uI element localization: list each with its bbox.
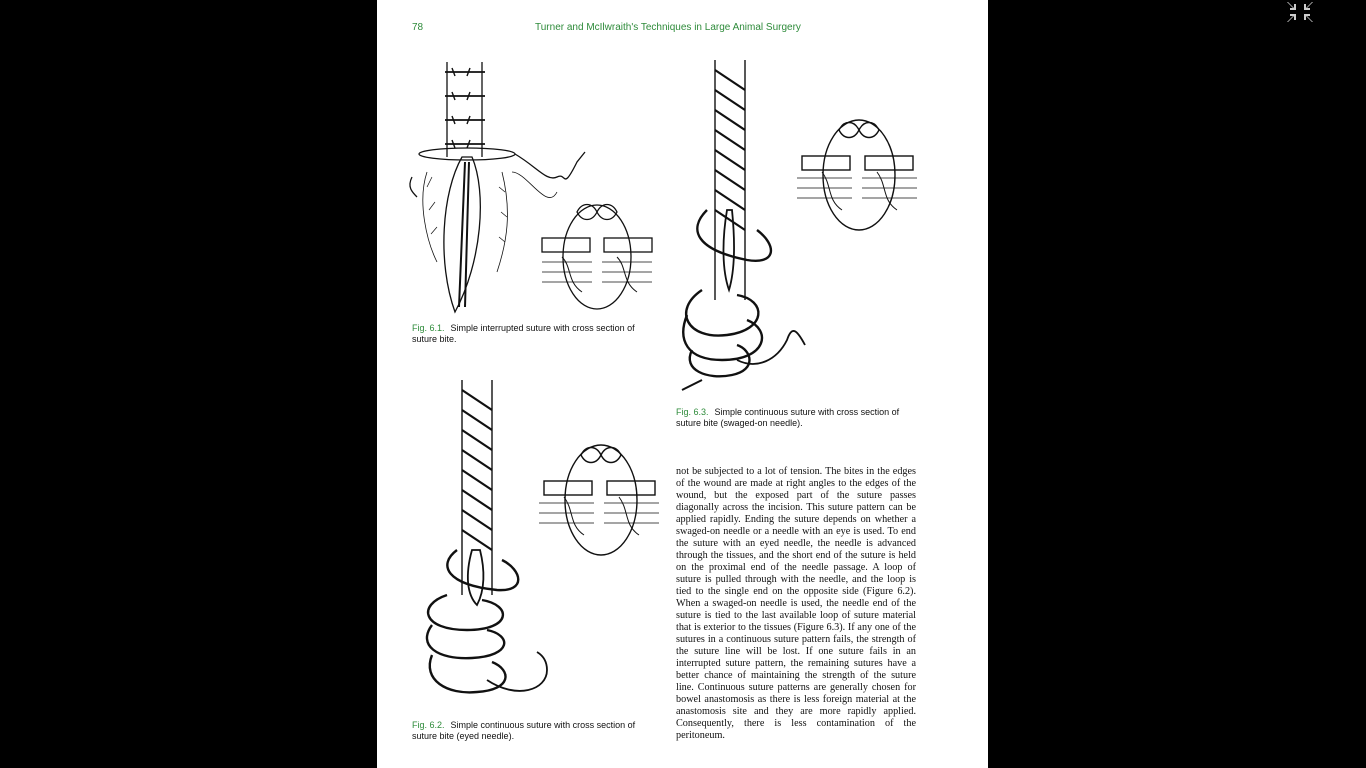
figure-6-1-illustration (407, 62, 657, 317)
exit-fullscreen-icon (1286, 0, 1314, 24)
figure-caption-text: Simple interrupted suture with cross section of suture bite. (412, 323, 635, 344)
figure-label: Fig. 6.2. (412, 720, 445, 730)
figure-label: Fig. 6.1. (412, 323, 445, 333)
page-number: 78 (412, 22, 424, 33)
figure-6-2-illustration (417, 380, 667, 715)
document-page (377, 0, 988, 768)
figure-6-3-caption (676, 407, 916, 429)
running-title: Turner and McIlwraith's Techniques in Large Animal Surgery (535, 22, 801, 33)
figure-6-1-caption (412, 323, 652, 345)
body-paragraph: not be subjected to a lot of tension. The bites in the edges of the wound are made at right angles to the edges of the wound, but the exposed part of the suture passes diagonally across the incision. This suture pattern can be applied rapidly. Ending the suture depends on whether a swaged-on needle or a needle with an eye is used. To end the suture with an eyed needle, the needle is advanced through the tissues, and the short end of the suture is held on the proximal end of the needle passage. A loop of suture is pulled through with the needle, and the loop is tied to the single end on the opposite side (Figure 6.2). When a swaged-on needle is used, the needle end of the suture is tied to the last available loop of suture material that is exterior to the tissues (Figure 6.3). If any one of the sutures in a continuous suture pattern fails, the strength of the suture line will be lost. If one suture fails in an interrupted suture pattern, the remaining sutures have a better chance of maintaining the strength of the suture line. Continuous suture patterns are generally chosen for bowel anastomosis as there is less foreign material at the anastomosis site and they are more rapidly applied. Consequently, there is less contamination of the peritoneum. (676, 466, 916, 741)
figure-label: Fig. 6.3. (676, 407, 709, 417)
figure-6-2-caption (412, 720, 652, 742)
figure-caption-text: Simple continuous suture with cross section of suture bite (swaged-on needle). (676, 407, 900, 428)
figure-6-3-illustration (677, 60, 927, 400)
figure-caption-text: Simple continuous suture with cross section of suture bite (eyed needle). (412, 720, 636, 741)
exit-fullscreen-button[interactable] (1286, 0, 1314, 24)
